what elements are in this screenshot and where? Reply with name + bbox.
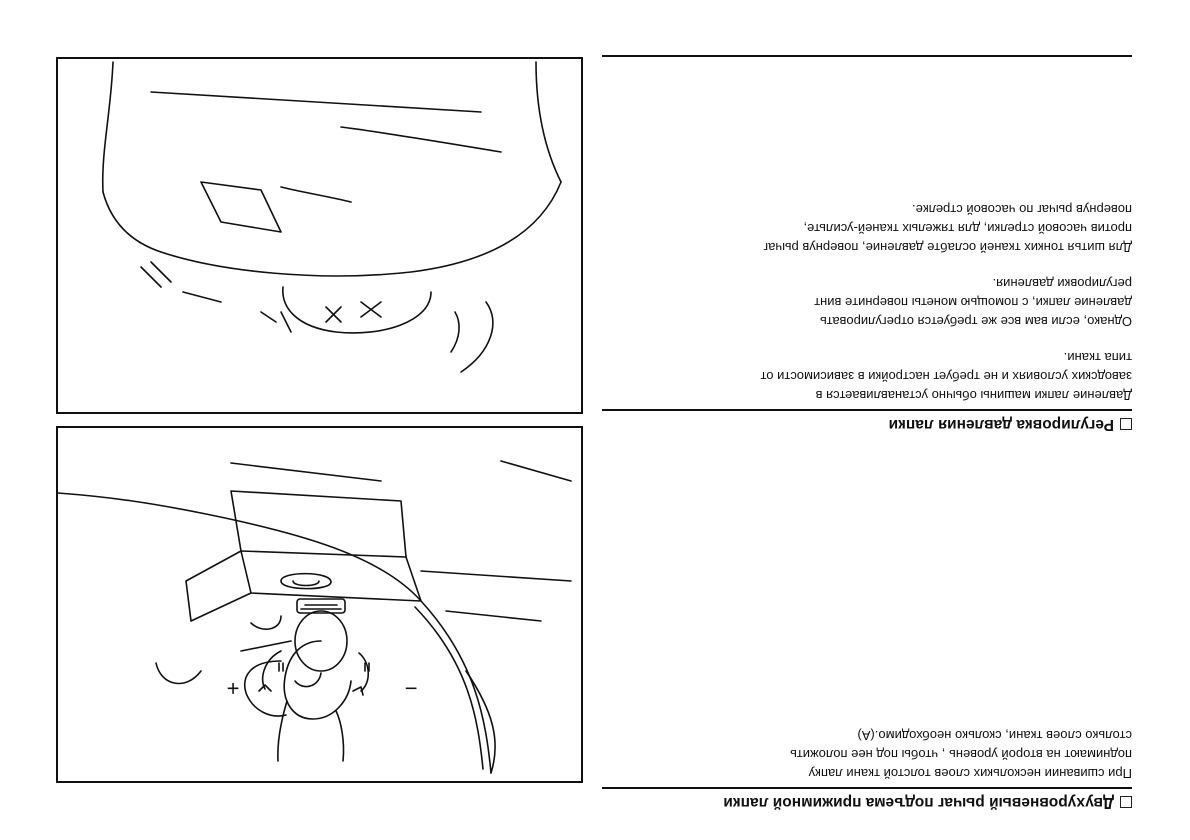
minus-label: − bbox=[404, 676, 418, 701]
section-lever-heading bbox=[602, 792, 1132, 812]
section-lever-text bbox=[602, 792, 1132, 812]
pressure-illustration bbox=[58, 59, 581, 412]
pressure-paragraph-2: Однако, если вам все же требуется отрегулировать давление лапки, с помощью монеты поверните винт регулировки давления. bbox=[814, 276, 1132, 329]
pressure-paragraph-1: Давление лапки машины обычно устанавливается в заводских условиях и не требует настройки в зависимости от типа ткани. bbox=[760, 350, 1132, 403]
section-lever-title: Двухуровневый рычаг подъема прижимной лапки bbox=[723, 794, 1114, 811]
checkbox-icon bbox=[1120, 418, 1132, 430]
lever-illustration bbox=[58, 428, 581, 781]
section-lever-paragraph: При сшивании нескольких слоев толстой ткани лапку поднимают на второй уровень , чтобы под нее положить столько слоев ткани, сколько необходимо.(А) bbox=[790, 728, 1132, 781]
pressure-paragraph-3: Для шитья тонких тканей ослабте давление, повернув рычаг против часовой стрелки, для тяжелых тканей-усильте, повернув рычаг по часовой стрелке. bbox=[763, 202, 1132, 255]
plus-label: + bbox=[226, 676, 240, 701]
checkbox-icon bbox=[1120, 796, 1132, 808]
section-pressure-heading bbox=[602, 414, 1132, 434]
section-pressure-title: Регулировка давления лапки bbox=[888, 416, 1114, 433]
figure-lever bbox=[56, 426, 583, 783]
figure-pressure bbox=[56, 57, 583, 414]
section-pressure-rule bbox=[602, 409, 1132, 411]
section-lever-body bbox=[760, 726, 1132, 783]
section-pressure-body bbox=[760, 200, 1132, 405]
section-pressure-text bbox=[602, 414, 1132, 434]
page-bottom-rule bbox=[602, 55, 1132, 57]
section-lever-rule bbox=[602, 787, 1132, 789]
